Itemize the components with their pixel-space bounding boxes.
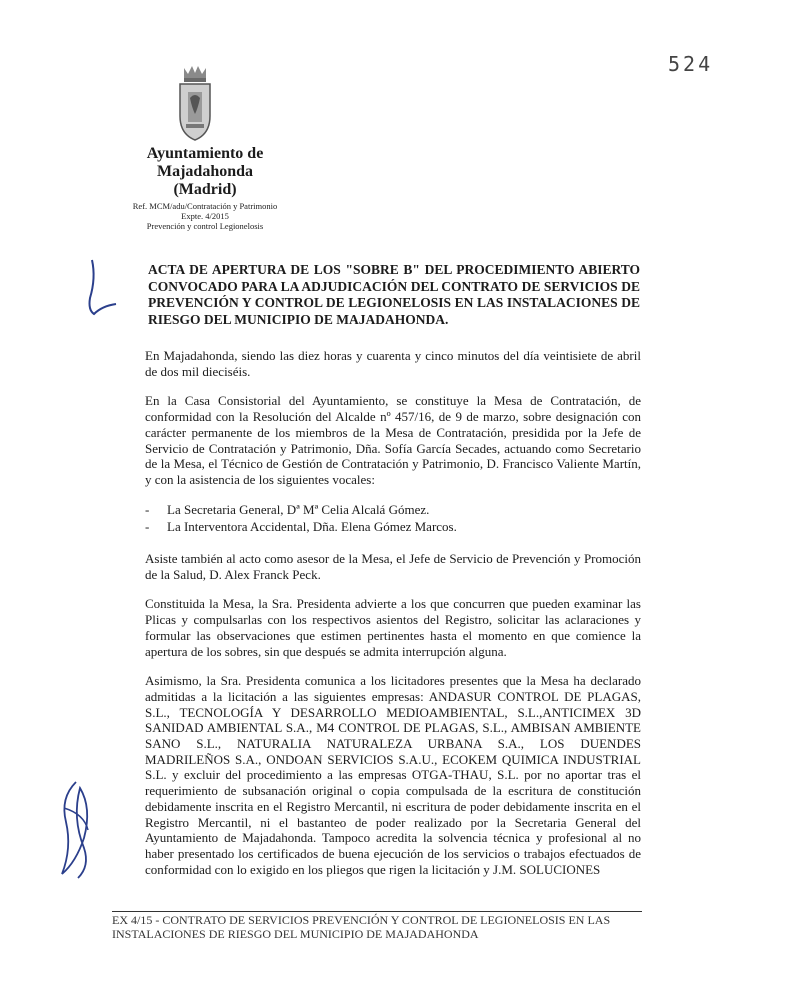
reference-line: Expte. 4/2015 <box>181 211 229 221</box>
org-name: Ayuntamiento de <box>146 145 264 162</box>
list-item: - La Secretaria General, Dª Mª Celia Alcalá Gómez. <box>145 501 430 517</box>
paragraph: Asiste también al acto como asesor de la Mesa, el Jefe de Servicio de Prevención y Promoción de la Salud, D. Alex Franck Peck. <box>145 551 641 582</box>
document-footer: EX 4/15 - CONTRATO DE SERVICIOS PREVENCIÓN Y CONTROL DE LEGIONELOSIS EN LAS INSTALACIONES DE RIESGO DEL MUNICIPIO DE MAJADAHONDA <box>112 913 611 941</box>
org-region: (Madrid) <box>173 181 237 198</box>
paragraph: Asimismo, la Sra. Presidenta comunica a los licitadores presentes que la Mesa ha declarado admitidas a la licitación a las siguientes empresas: ANDASUR CONTROL DE PLAGAS, S.L., TECNOLOGÍA Y DESARROLLO MEDIOAMBIENTAL, S.L.,ANTICIMEX 3D SANIDAD AMBIENTAL S.A., M4 CONTROL DE PLAGAS, S.L., AMBISAN AMBIENTE SANO S.L., NATURALIA NATURALEZA URBANA S.A., LOS DUENDES MADRILEÑOS S.A., ONDOAN SERVICIOS S.A.U., ECOKEM QUIMICA INDUSTRIAL S.L. y excluir del procedimiento a las empresas OTGA-THAU, S.L. por no aportar tras el requerimiento de subsanación original o copia compulsada de la escritura de constitución debidamente inscrita en el Registro Mercantil, ni escritura de poder debidamente inscrita en el Registro Mercantil, ni el bastanteo de poder realizado por la Secretaria General del Ayuntamiento de Majadahonda. Tampoco acredita la solvencia técnica y profesional al no haber presentado los certificados de buena ejecución de los servicios o trabajos efectuados de conformidad con lo exigido en los pliegos que rigen la licitación y J.M. SOLUCIONES <box>145 673 641 877</box>
document-body <box>145 348 641 891</box>
list-item-text: La Interventora Accidental, Dña. Elena Gómez Marcos. <box>167 519 457 535</box>
signature-icon <box>54 778 98 884</box>
page-number: 524 <box>668 52 714 76</box>
paragraph: En Majadahonda, siendo las diez horas y cuarenta y cinco minutos del día veintisiete de abril de dos mil dieciséis. <box>145 348 641 379</box>
footer-divider <box>112 911 642 912</box>
document-title: ACTA DE APERTURA DE LOS "SOBRE B" DEL PROCEDIMIENTO ABIERTO CONVOCADO PARA LA ADJUDICACIÓN DEL CONTRATO DE SERVICIOS DE PREVENCIÓN Y CONTROL DE LEGIONELOSIS EN LAS INSTALACIONES DE RIESGO DEL MUNICIPIO DE MAJADAHONDA. <box>148 262 640 327</box>
reference-line: Prevención y control Legionelosis <box>146 221 264 231</box>
letterhead <box>110 145 300 231</box>
vocales-list <box>145 502 641 535</box>
reference-lines <box>110 201 300 231</box>
signature-mark-icon <box>72 258 122 318</box>
paragraph: Constituida la Mesa, la Sra. Presidenta advierte a los que concurren que pueden examinar las Plicas y compulsarlas con los respectivos asientos del Registro, solicitar las aclaraciones y formular las observaciones que estimen pertinentes hasta el momento en que comience la apertura de los sobres, sin que después se admita interrupción alguna. <box>145 596 641 659</box>
list-item-text: La Secretaria General, Dª Mª Celia Alcalá Gómez. <box>167 501 430 517</box>
coat-of-arms-icon <box>172 62 218 144</box>
org-place: Majadahonda <box>156 163 254 180</box>
paragraph: En la Casa Consistorial del Ayuntamiento, se constituye la Mesa de Contratación, de conformidad con la Resolución del Alcalde nº 457/16, de 9 de marzo, sobre designación con carácter permanente de los miembros de la Mesa de Contratación, presidida por la Jefe de Servicio de Contratación y Patrimonio, Dña. Sofía García Secades, actuando como Secretario de la Mesa, el Técnico de Gestión de Contratación y Patrimonio, D. Francisco Valiente Martín, y con la asistencia de los siguientes vocales: <box>145 393 641 487</box>
reference-line: Ref. MCM/adu/Contratación y Patrimonio <box>132 201 278 211</box>
list-item: - La Interventora Accidental, Dña. Elena Gómez Marcos. <box>145 519 457 535</box>
